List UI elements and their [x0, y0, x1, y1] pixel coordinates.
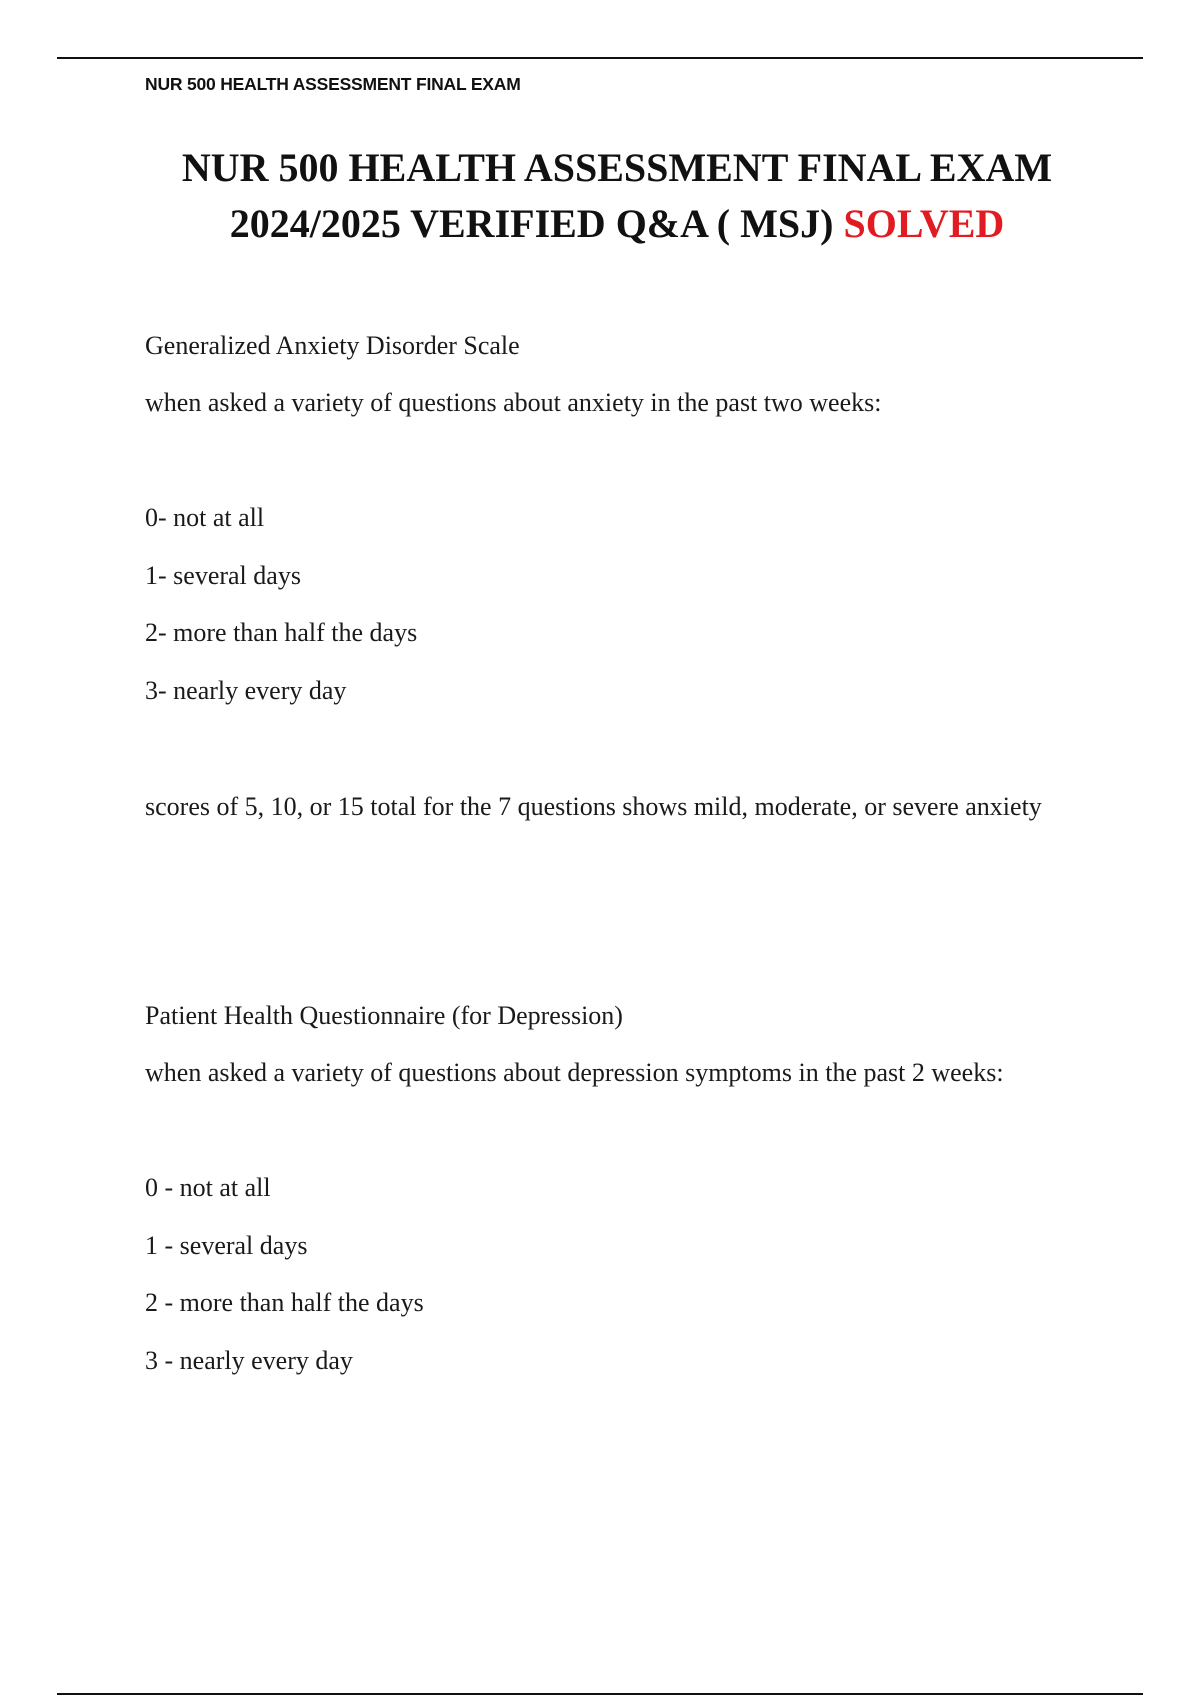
title-line-2-text: 2024/2025 VERIFIED Q&A ( MSJ) [229, 201, 844, 246]
anxiety-prompt: when asked a variety of questions about anxiety in the past two weeks: [145, 388, 882, 417]
depression-scale-item: 3 - nearly every day [145, 1346, 353, 1375]
document-title [100, 140, 1134, 252]
title-line-2 [100, 196, 1134, 252]
anxiety-scale-heading: Generalized Anxiety Disorder Scale [145, 331, 520, 360]
depression-prompt: when asked a variety of questions about depression symptoms in the past 2 weeks: [145, 1058, 1004, 1087]
anxiety-scale-item: 0- not at all [145, 503, 265, 532]
anxiety-scale-item: 2- more than half the days [145, 618, 418, 647]
depression-questionnaire-heading: Patient Health Questionnaire (for Depression) [145, 1001, 623, 1030]
anxiety-scale-item: 1- several days [145, 561, 301, 590]
depression-scale-item: 2 - more than half the days [145, 1288, 424, 1317]
depression-scale-item: 0 - not at all [145, 1173, 271, 1202]
header-rule [57, 57, 1143, 59]
solved-label: SOLVED [843, 201, 1005, 246]
title-line-1: NUR 500 HEALTH ASSESSMENT FINAL EXAM [181, 145, 1053, 190]
anxiety-score-note: scores of 5, 10, or 15 total for the 7 questions shows mild, moderate, or severe anxiety [145, 792, 1042, 821]
depression-scale-item: 1 - several days [145, 1231, 308, 1260]
anxiety-scale-item: 3- nearly every day [145, 676, 347, 705]
footer-rule [57, 1693, 1143, 1695]
running-header: NUR 500 HEALTH ASSESSMENT FINAL EXAM [145, 74, 521, 94]
